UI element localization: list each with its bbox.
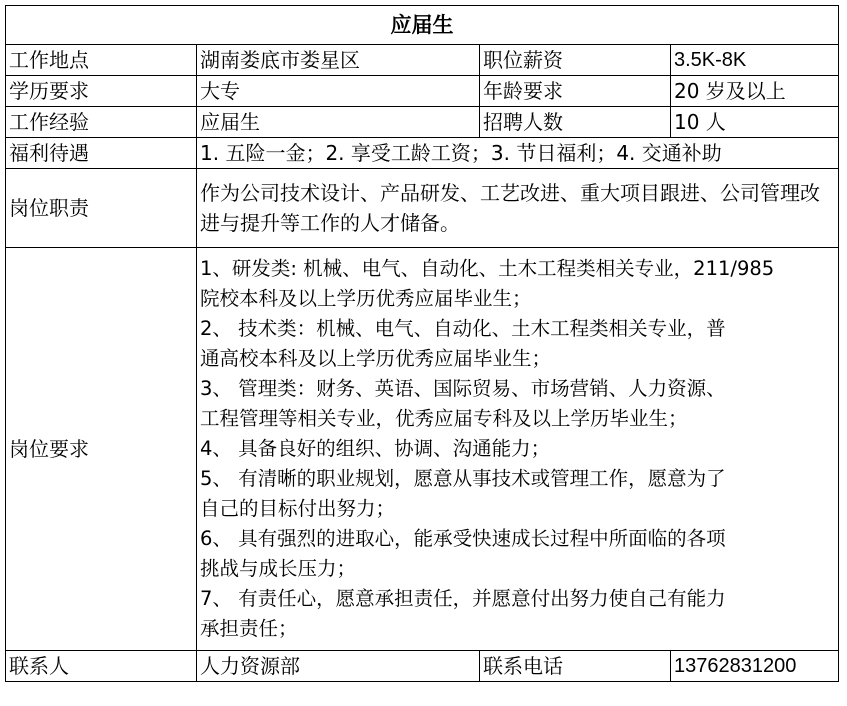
benefits-value: 1. 五险一金；2. 享受工龄工资；3. 节日福利；4. 交通补助 bbox=[197, 138, 839, 169]
age-value: 20 岁及以上 bbox=[671, 76, 839, 107]
phone-label: 联系电话 bbox=[480, 651, 671, 682]
location-label: 工作地点 bbox=[6, 45, 197, 76]
requirement-line: 5、 有清晰的职业规划，愿意从事技术或管理工作，愿意为了 bbox=[200, 467, 726, 490]
requirement-line: 2、 技术类：机械、电气、自动化、土木工程类相关专业，普 bbox=[200, 317, 726, 340]
education-label: 学历要求 bbox=[6, 76, 197, 107]
salary-value: 3.5K-8K bbox=[671, 45, 839, 76]
posting-title: 应届生 bbox=[6, 6, 839, 45]
contact-label: 联系人 bbox=[6, 651, 197, 682]
benefits-label: 福利待遇 bbox=[6, 138, 197, 169]
requirement-line: 自己的目标付出努力； bbox=[200, 497, 396, 520]
requirement-line: 挑战与成长压力； bbox=[200, 557, 357, 580]
requirement-line: 通高校本科及以上学历优秀应届毕业生； bbox=[200, 347, 552, 370]
education-value: 大专 bbox=[197, 76, 480, 107]
phone-value: 13762831200 bbox=[671, 651, 839, 682]
requirements-label: 岗位要求 bbox=[6, 248, 197, 651]
headcount-value: 10 人 bbox=[671, 107, 839, 138]
headcount-label: 招聘人数 bbox=[480, 107, 671, 138]
requirement-line: 承担责任； bbox=[200, 617, 298, 640]
requirement-line: 1、研发类: 机械、电气、自动化、土木工程类相关专业，211/985 bbox=[200, 257, 775, 280]
requirement-line: 4、 具备良好的组织、协调、沟通能力； bbox=[200, 437, 551, 460]
location-value: 湖南娄底市娄星区 bbox=[197, 45, 480, 76]
age-label: 年龄要求 bbox=[480, 76, 671, 107]
requirement-line: 3、 管理类：财务、英语、国际贸易、市场营销、人力资源、 bbox=[200, 377, 726, 400]
duties-label: 岗位职责 bbox=[6, 169, 197, 248]
requirement-line: 院校本科及以上学历优秀应届毕业生； bbox=[200, 287, 532, 310]
experience-label: 工作经验 bbox=[6, 107, 197, 138]
duties-value: 作为公司技术设计、产品研发、工艺改进、重大项目跟进、公司管理改进与提升等工作的人才储备。 bbox=[197, 169, 839, 248]
requirement-line: 工程管理等相关专业，优秀应届专科及以上学历毕业生； bbox=[200, 407, 688, 430]
requirements-value bbox=[197, 248, 839, 651]
requirement-line: 6、 具有强烈的进取心，能承受快速成长过程中所面临的各项 bbox=[200, 527, 726, 550]
salary-label: 职位薪资 bbox=[480, 45, 671, 76]
requirement-line: 7、 有责任心，愿意承担责任，并愿意付出努力使自己有能力 bbox=[200, 587, 726, 610]
experience-value: 应届生 bbox=[197, 107, 480, 138]
job-posting-table bbox=[5, 5, 839, 682]
contact-value: 人力资源部 bbox=[197, 651, 480, 682]
